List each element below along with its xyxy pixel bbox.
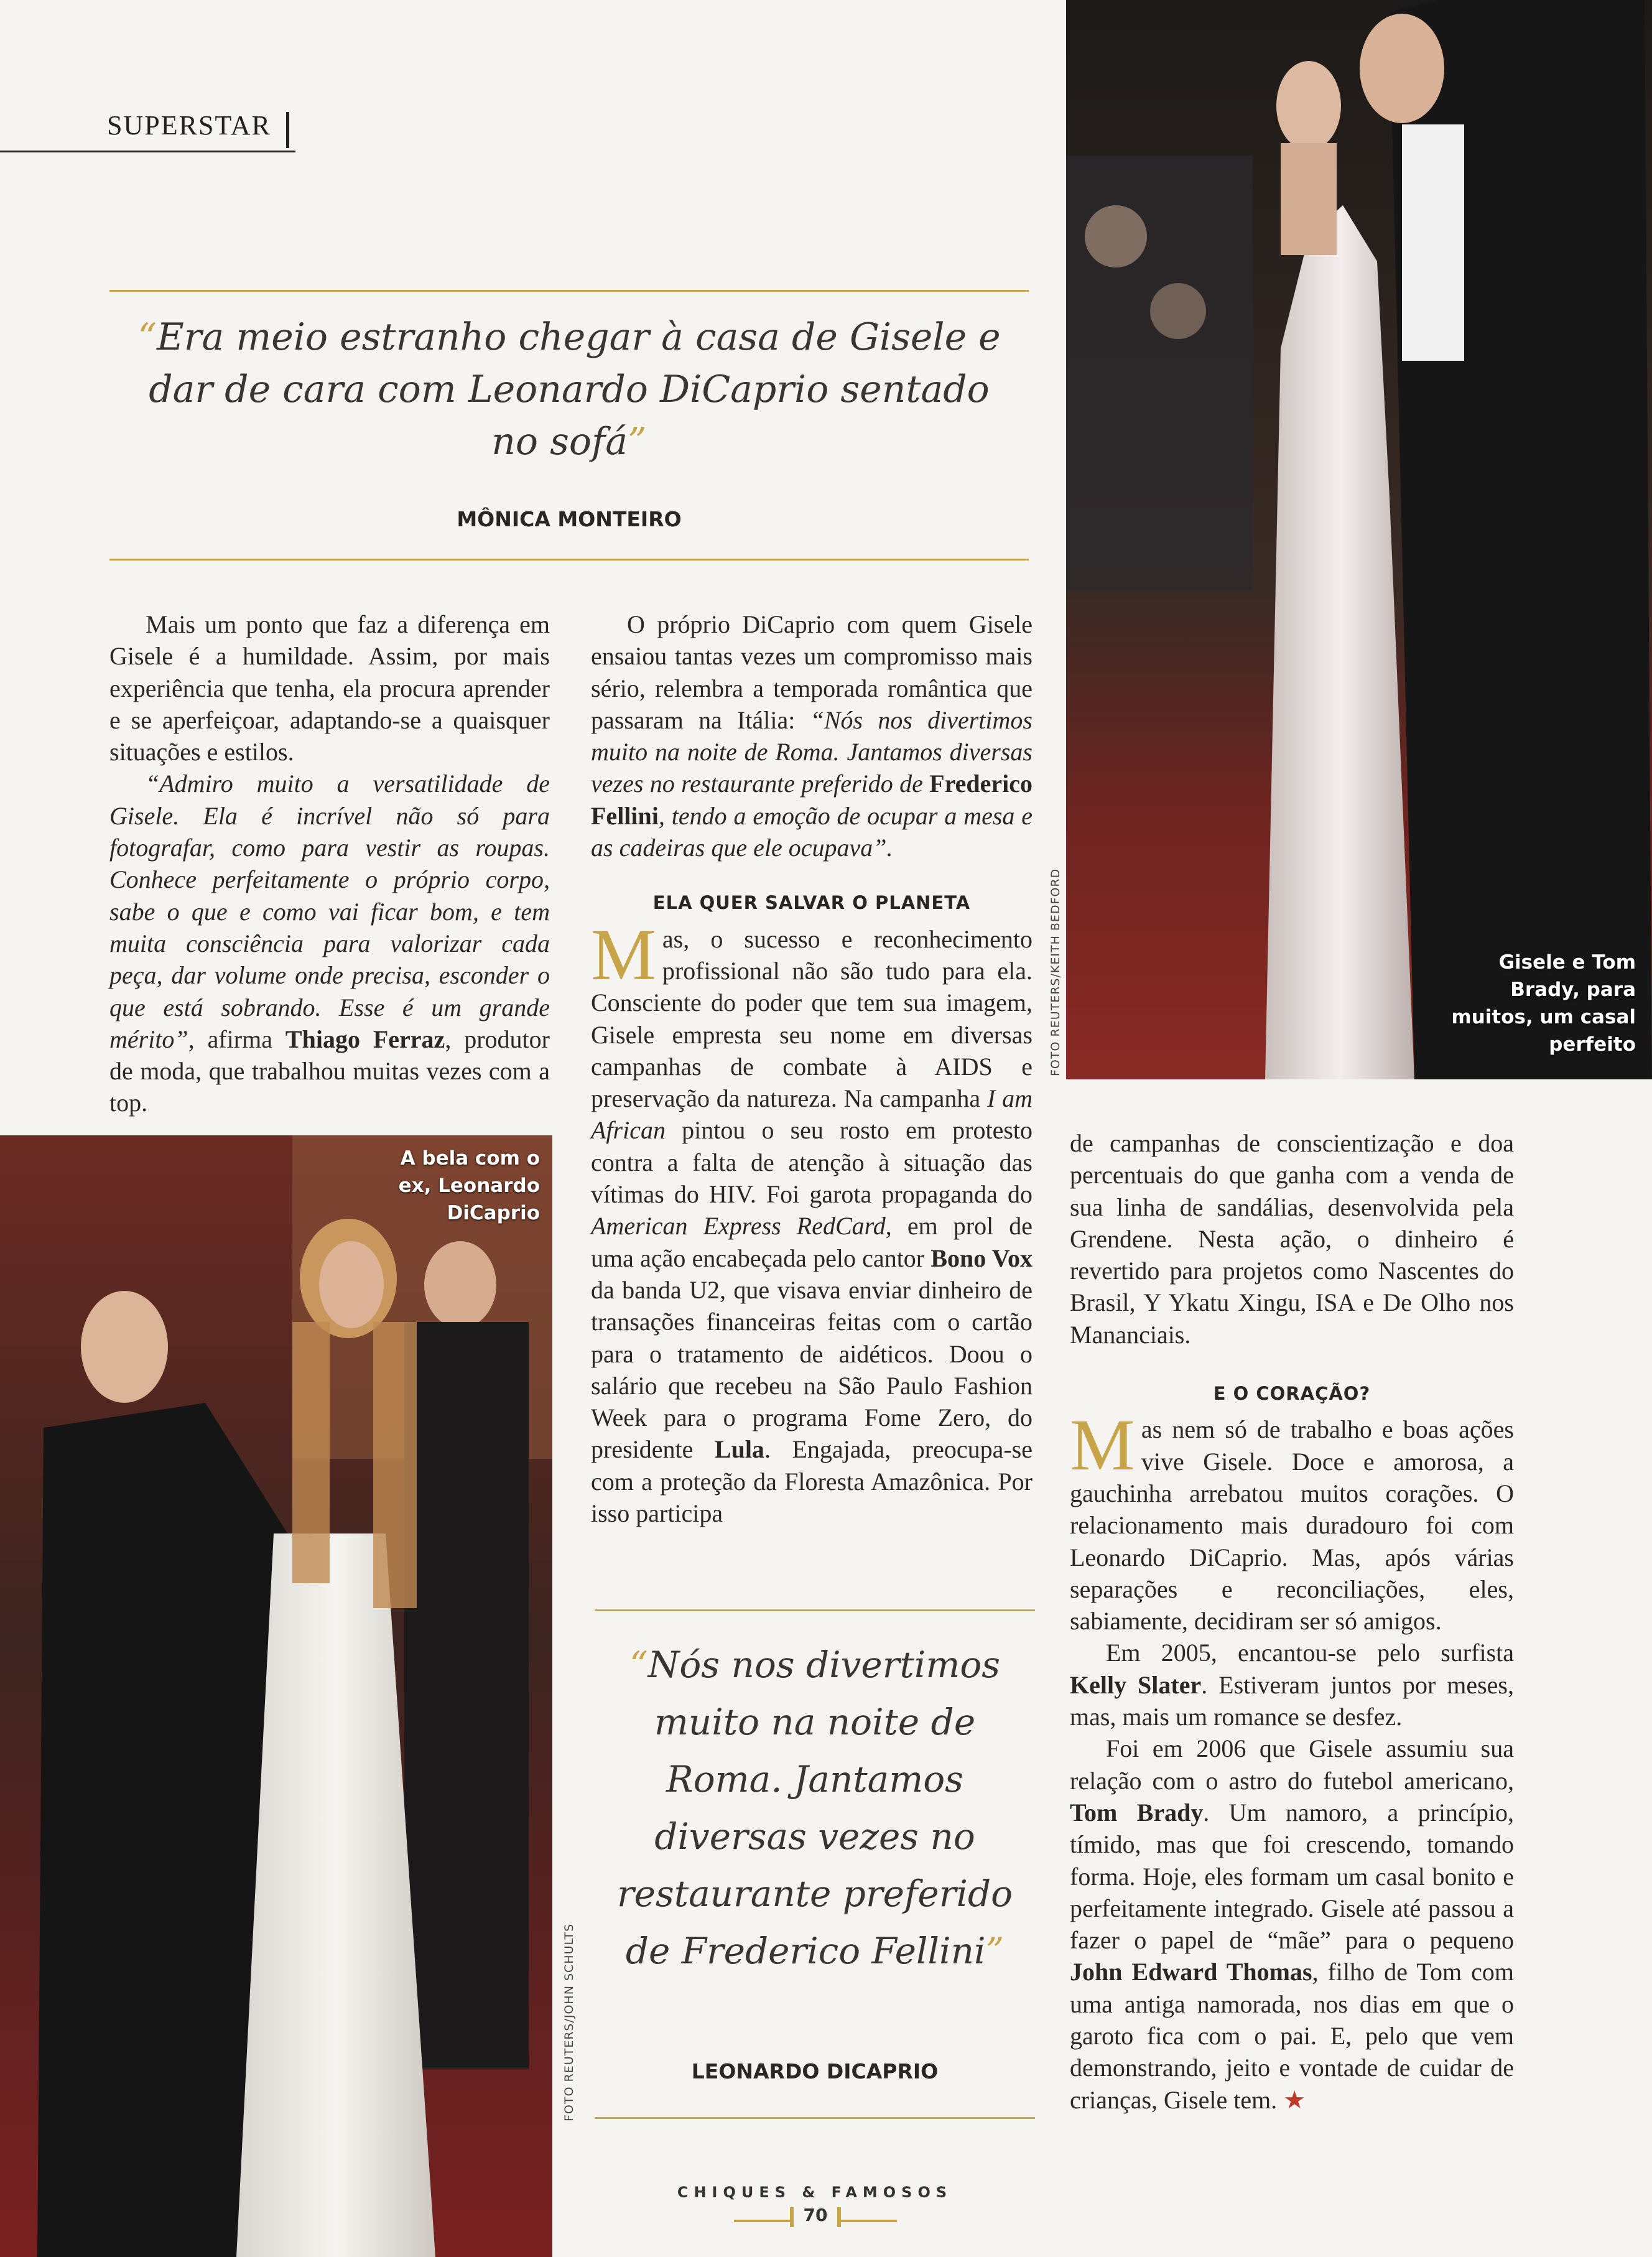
paragraph-text: as, o sucesso e reconhecimento profissional não são tudo para ela. Consciente do poder que tem sua imagem, Gisele empresta seu nome em diversas campanhas de combate à AIDS e preservação da natureza. Na campanha <box>591 924 1032 1113</box>
paragraph-text: as nem só de trabalho e boas ações vive Gisele. Doce e amorosa, a gauchinha arrebatou muitos corações. O relacionamento mais duradouro foi com Leonardo DiCaprio. Mas, após várias separações e reconciliações, eles, sabiamente, decidiram ser só amigos. <box>1070 1415 1514 1636</box>
paragraph <box>1070 1637 1514 1733</box>
pullquote-2-bottom-rule <box>595 2117 1035 2119</box>
end-star-icon: ★ <box>1283 2085 1306 2114</box>
photo-top-caption: Gisele e Tom Brady, para muitos, um casal perfeito <box>1451 951 1636 1056</box>
photo-illustration <box>0 1135 552 2257</box>
paragraph-text: , filho de Tom com uma antiga namorada, nos dias em que o garoto fica com o pai. E, pelo que vem demonstrando, jeito e vontade de cuidar de crianças, Gisele tem. <box>1070 1958 1514 2114</box>
paragraph-text: Foi em 2006 que Gisele assumiu sua relação com o astro do futebol americano, <box>1070 1734 1514 1795</box>
campaign-name: American Express RedCard <box>591 1212 886 1240</box>
footer-rule-right <box>837 2220 897 2222</box>
paragraph-text: de campanhas de conscientização e doa percentuais do que ganha com a venda de sua linha de sandálias, desenvolvida pela Grendene. Nesta ação, o dinheiro é revertido para projetos como Nascentes do Brasil, Y Ykatu Xingu, ISA e De Olho nos Mananciais. <box>1070 1129 1514 1349</box>
campaign-name: I am African <box>591 1084 1032 1145</box>
paragraph-text: , produtor de moda, que trabalhou muitas vezes com a top. <box>109 1025 550 1117</box>
person-name: Kelly Slater <box>1070 1670 1202 1699</box>
person-name: John Edward Thomas <box>1070 1958 1312 1986</box>
close-quote-mark: ” <box>985 1930 1005 1972</box>
paragraph-text: afirma <box>207 1025 272 1053</box>
photo-left-credit: FOTO REUTERS/JOHN SCHULTS <box>562 1923 576 2121</box>
paragraph-text: . Estiveram juntos por meses, mas, mais um romance se desfez. <box>1070 1670 1514 1731</box>
paragraph-text: O próprio DiCaprio com quem Gisele ensaiou tantas vezes um compromisso mais sério, relembra a temporada romântica que passaram na Itália: <box>591 610 1032 734</box>
pullquote-1-text: Era meio estranho chegar à casa de Gisele e dar de cara com Leonardo DiCaprio sentado no sofá <box>149 315 1001 463</box>
subheading-coracao: E O CORAÇÃO? <box>1213 1383 1371 1405</box>
section-label-text: SUPERSTAR <box>107 110 271 141</box>
drop-cap: M <box>591 913 656 995</box>
paragraph <box>591 608 1032 863</box>
open-quote-mark: “ <box>629 1644 648 1686</box>
paragraph <box>1070 1733 1514 2116</box>
quote-text: “Admiro muito a versatilidade de Gisele. Ela é incrível não só para fotografar, como para vestir as roupas. Conhece perfeitamente o próprio corpo, sabe o que e como vai ficar bom, e tem muita consciência para valorizar cada peça, dar volume onde precisa, esconder o que está sobrando. Esse é um grande mérito”, <box>109 770 550 1053</box>
photo-left-caption: A bela com o ex, Leonardo DiCaprio <box>398 1147 540 1224</box>
article-column-2 <box>591 608 1032 1529</box>
paragraph-text: da banda U2, que visava enviar dinheiro de transações financeiras feitas com o cartão para o tratamento de aidéticos. Doou o salário que recebeu na São Paulo Fashion Week para o programa Fome Zero, do presidente <box>591 1275 1032 1464</box>
pullquote-1-author: MÔNICA MONTEIRO <box>457 507 682 531</box>
section-label <box>0 107 295 152</box>
photo-gisele-tom-brady <box>1066 0 1652 1079</box>
quote-text: “Nós nos divertimos muito na noite de Roma. Jantamos diversas vezes no restaurante preferido de <box>591 705 1032 798</box>
section-label-bar <box>286 112 289 148</box>
photo-gisele-leonardo <box>0 1135 552 2257</box>
person-name: Bono Vox <box>930 1244 1033 1272</box>
pullquote-top-rule <box>109 290 1029 292</box>
paragraph <box>1070 1404 1514 1637</box>
person-name: Thiago Ferraz <box>285 1025 445 1053</box>
pullquote-2-author: LEONARDO DICAPRIO <box>691 2059 939 2083</box>
page-number: 70 <box>803 2205 828 2225</box>
paragraph-text: pintou o seu rosto em protesto contra a falta de atenção à situação das vítimas do HIV. Foi garota propaganda do <box>591 1116 1033 1209</box>
footer-rule-left <box>734 2220 794 2222</box>
subheading-planeta: ELA QUER SALVAR O PLANETA <box>652 892 971 914</box>
paragraph <box>109 608 550 768</box>
person-name: Lula <box>714 1435 764 1464</box>
photo-illustration <box>1066 0 1652 1079</box>
quote-text: , tendo a emoção de ocupar a mesa e as cadeiras que ele ocupava”. <box>591 801 1032 862</box>
pullquote-2-top-rule <box>595 1609 1035 1611</box>
person-name: Tom Brady <box>1070 1798 1204 1827</box>
footer-tick-right <box>837 2207 841 2227</box>
paragraph <box>1070 1127 1514 1351</box>
photo-top-credit: FOTO REUTERS/KEITH BEDFORD <box>1049 868 1062 1076</box>
pullquote-2-text: Nós nos divertimos muito na noite de Roma. Jantamos diversas vezes no restaurante preferido de Frederico Fellini <box>616 1644 1013 1972</box>
open-quote-mark: “ <box>137 315 157 359</box>
footer-magazine-title: CHIQUES & FAMOSOS <box>677 2184 953 2201</box>
pullquote-1 <box>124 311 1014 468</box>
person-name: Frederico Fellini <box>591 770 1033 830</box>
close-quote-mark: ” <box>628 420 647 463</box>
paragraph-text: Mais um ponto que faz a diferença em Gisele é a humildade. Assim, por mais experiência que tenha, ela procura aprender e se aperfeiçoar, adaptando-se a quaisquer situações e estilos. <box>109 610 550 766</box>
paragraph-text: . Um namoro, a princípio, tímido, mas que foi crescendo, tomando forma. Hoje, eles formam um casal bonito e perfeitamente integrado. Gisele até passou a fazer o papel de “mãe” para o pequeno <box>1070 1798 1514 1955</box>
footer-tick-left <box>790 2207 794 2227</box>
article-column-1 <box>109 608 550 1119</box>
paragraph <box>109 768 550 1119</box>
article-column-3 <box>1070 1127 1514 2116</box>
pullquote-2 <box>597 1636 1032 1980</box>
drop-cap: M <box>1070 1404 1135 1486</box>
paragraph-text: . Engajada, preocupa-se com a proteção da Floresta Amazônica. Por isso participa <box>591 1435 1032 1528</box>
pullquote-bottom-rule <box>109 559 1029 561</box>
paragraph <box>591 913 1033 1530</box>
paragraph-text: Em 2005, encantou-se pelo surfista <box>1106 1639 1514 1667</box>
paragraph-text: , em prol de uma ação encabeçada pelo cantor <box>591 1212 1032 1272</box>
